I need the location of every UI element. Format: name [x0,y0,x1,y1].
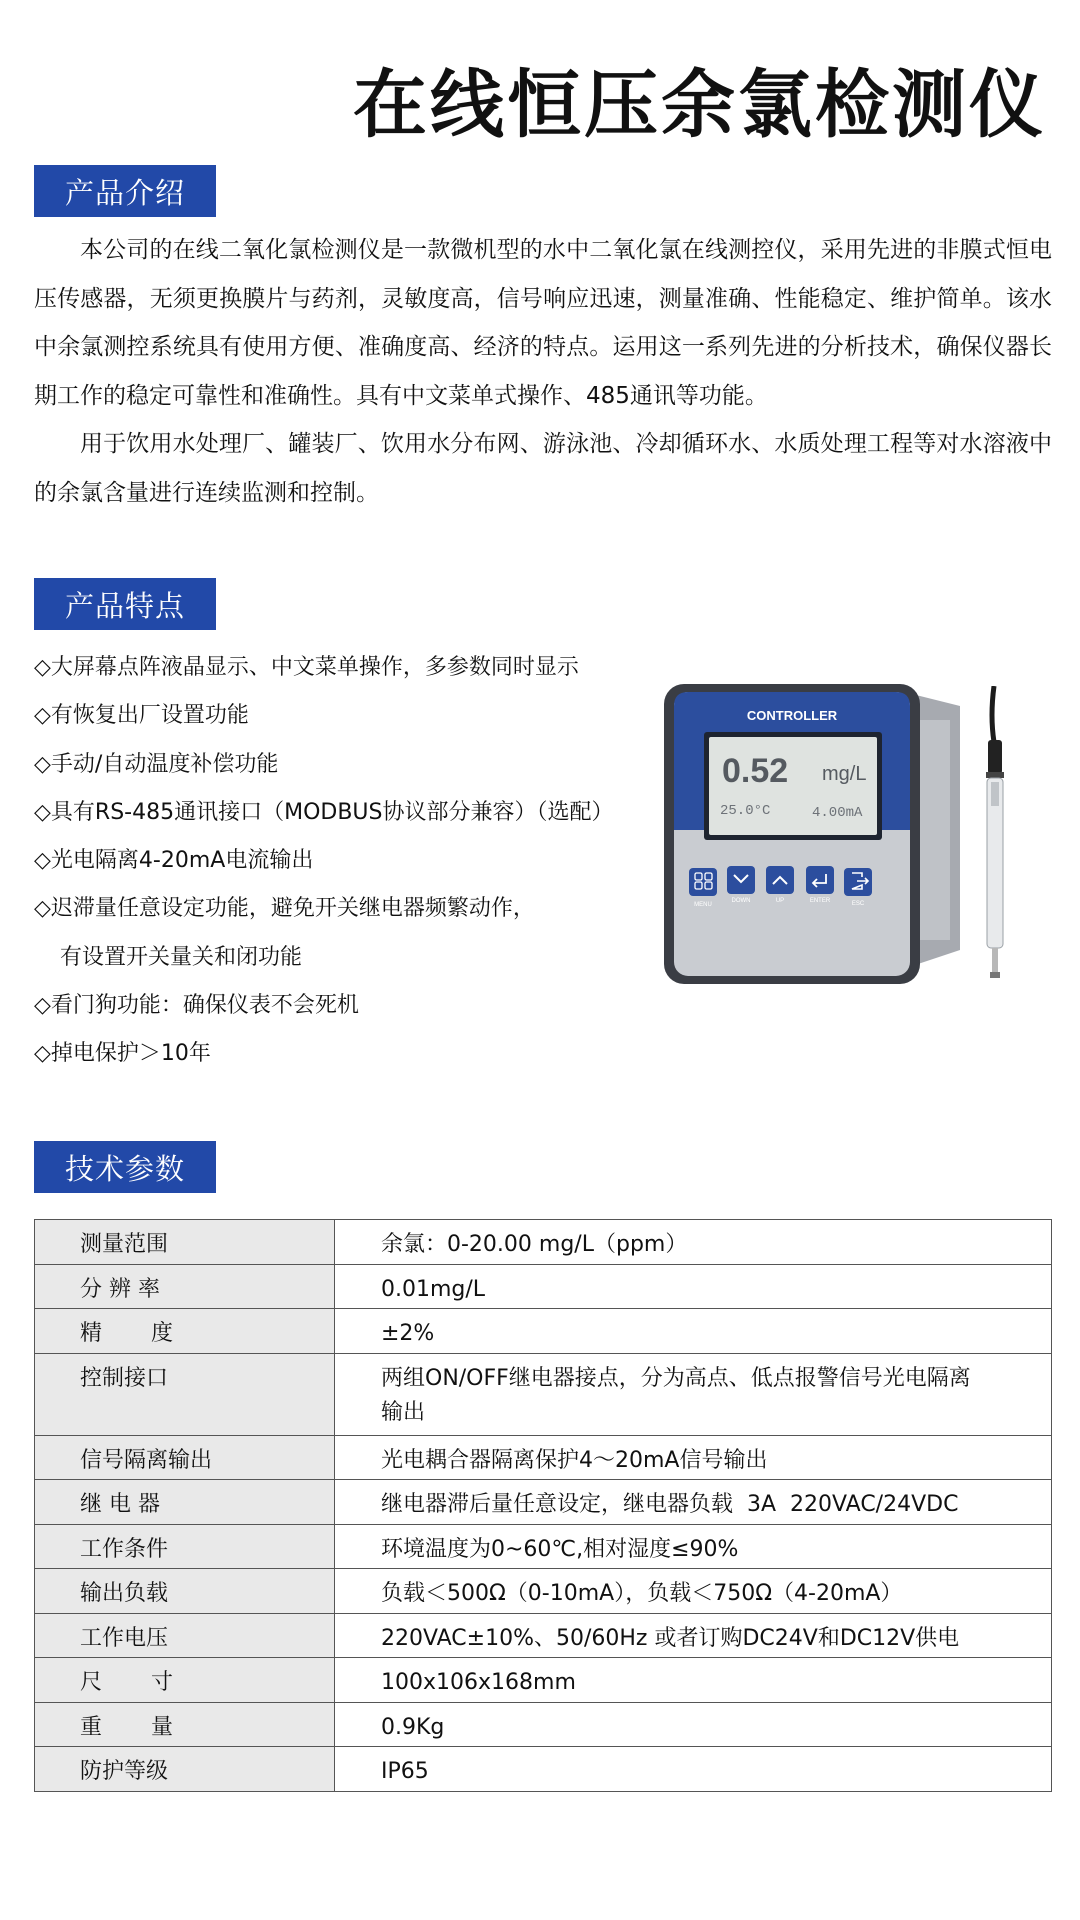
spec-key: 工作电压 [80,1625,169,1651]
section-heading-specs: 技术参数 [34,1141,216,1193]
spec-key: 输出负载 [80,1581,169,1606]
spec-key: 防护等级 [80,1759,169,1784]
feature-item: ◇迟滞量任意设定功能，避免开关继电器频繁动作， [34,896,535,922]
spec-value: 220VAC±10%、50/60Hz 或者订购DC24V和DC12V供电 [381,1625,960,1651]
table-row [35,1524,1052,1569]
spec-value: 0.9Kg [381,1714,445,1740]
probe-label [991,782,999,806]
spec-value: 环境温度为0~60℃,相对湿度≤90% [381,1536,739,1562]
table-row [35,1747,1052,1792]
spec-key: 测量范围 [80,1232,169,1257]
feature-item: ◇大屏幕点阵液晶显示、中文菜单操作，多参数同时显示 [34,655,579,680]
feature-item: ◇看门狗功能：确保仪表不会死机 [34,993,359,1019]
section-heading-intro: 产品介绍 [34,165,216,217]
specs-table [34,1219,1052,1792]
spec-key: 尺 寸 [80,1670,173,1695]
probe-cap [988,740,1002,774]
lcd-current: 4.00mA [812,805,863,821]
table-row [35,1264,1052,1309]
menu-button-label: MENU [694,902,712,908]
down-button-label: DOWN [731,898,751,904]
spec-value: 0.01mg/L [381,1276,486,1302]
device-brand: CONTROLLER [746,708,838,723]
page-title: 在线恒压余氯检测仪 [353,62,1046,148]
intro-text [34,226,1052,517]
table-row [35,1702,1052,1747]
spec-value: 100x106x168mm [381,1670,576,1695]
table-row [35,1480,1052,1525]
spec-key: 控制接口 [80,1365,169,1391]
table-row [35,1658,1052,1703]
section-heading-features: 产品特点 [34,578,216,630]
feature-item: ◇有恢复出厂设置功能 [34,703,249,729]
feature-item: ◇光电隔离4-20mA电流输出 [34,848,314,874]
feature-item-continued: 有设置开关量关和闭功能 [60,944,303,970]
spec-key: 继 电 器 [80,1492,160,1517]
spec-value: 余氯：0-20.00 mg/L（ppm） [381,1232,688,1257]
up-button-label: UP [775,898,785,904]
table-row [35,1435,1052,1480]
lcd-reading: 0.52 [722,752,789,790]
spec-value: 两组ON/OFF继电器接点，分为高点、低点报警信号光电隔离输出 [381,1365,971,1425]
table-row [35,1353,1052,1435]
lcd-unit: mg/L [822,763,867,785]
esc-button-label: ESC [851,901,865,907]
spec-key: 信号隔离输出 [80,1447,213,1473]
intro-paragraph-1: 本公司的在线二氧化氯检测仪是一款微机型的水中二氧化氯在线测控仪，采用先进的非膜式恒电压传感器，无须更换膜片与药剂，灵敏度高，信号响应迅速，测量准确、性能稳定、维护简单。该水中余氯测控系统具有使用方便、准确度高、经济的特点。运用这一系列先进的分析技术，确保仪器长期工作的稳定可靠性和准确性。具有中文菜单式操作、485通讯等功能。 [34,237,1052,409]
enter-button-label: ENTER [809,898,831,904]
spec-key: 精 度 [80,1321,173,1346]
intro-paragraph-2: 用于饮用水处理厂、罐装厂、饮用水分布网、游泳池、冷却循环水、水质处理工程等对水溶液中的余氯含量进行连续监测和控制。 [34,431,1052,506]
table-row [35,1220,1052,1265]
feature-item: ◇掉电保护＞10年 [34,1041,211,1067]
spec-value: 继电器滞后量任意设定，继电器负载 3A 220VAC/24VDC [381,1492,959,1517]
device-housing-side [920,720,950,940]
enter-button[interactable] [806,866,834,904]
controller-device-image [662,680,972,1000]
spec-value: 负载＜500Ω（0-10mA），负载＜750Ω（4-20mA） [381,1581,903,1606]
table-row [35,1569,1052,1614]
feature-item: ◇具有RS-485通讯接口（MODBUS协议部分兼容）（选配） [34,799,614,825]
spec-value: IP65 [381,1759,429,1784]
feature-item: ◇手动/自动温度补偿功能 [34,751,279,777]
spec-value: ±2% [381,1321,435,1346]
probe-collar [986,772,1004,778]
probe-cable [992,686,994,742]
lcd-temperature: 25.0°C [720,803,771,819]
spec-key: 工作条件 [80,1536,169,1562]
spec-key: 分 辨 率 [80,1276,160,1302]
spec-key: 重 量 [80,1714,173,1740]
probe-tip-end [990,972,1000,978]
sensor-probe-image [976,686,1022,986]
table-row [35,1309,1052,1354]
spec-value: 光电耦合器隔离保护4～20mA信号输出 [381,1447,768,1473]
table-row [35,1613,1052,1658]
feature-list [34,644,654,1079]
